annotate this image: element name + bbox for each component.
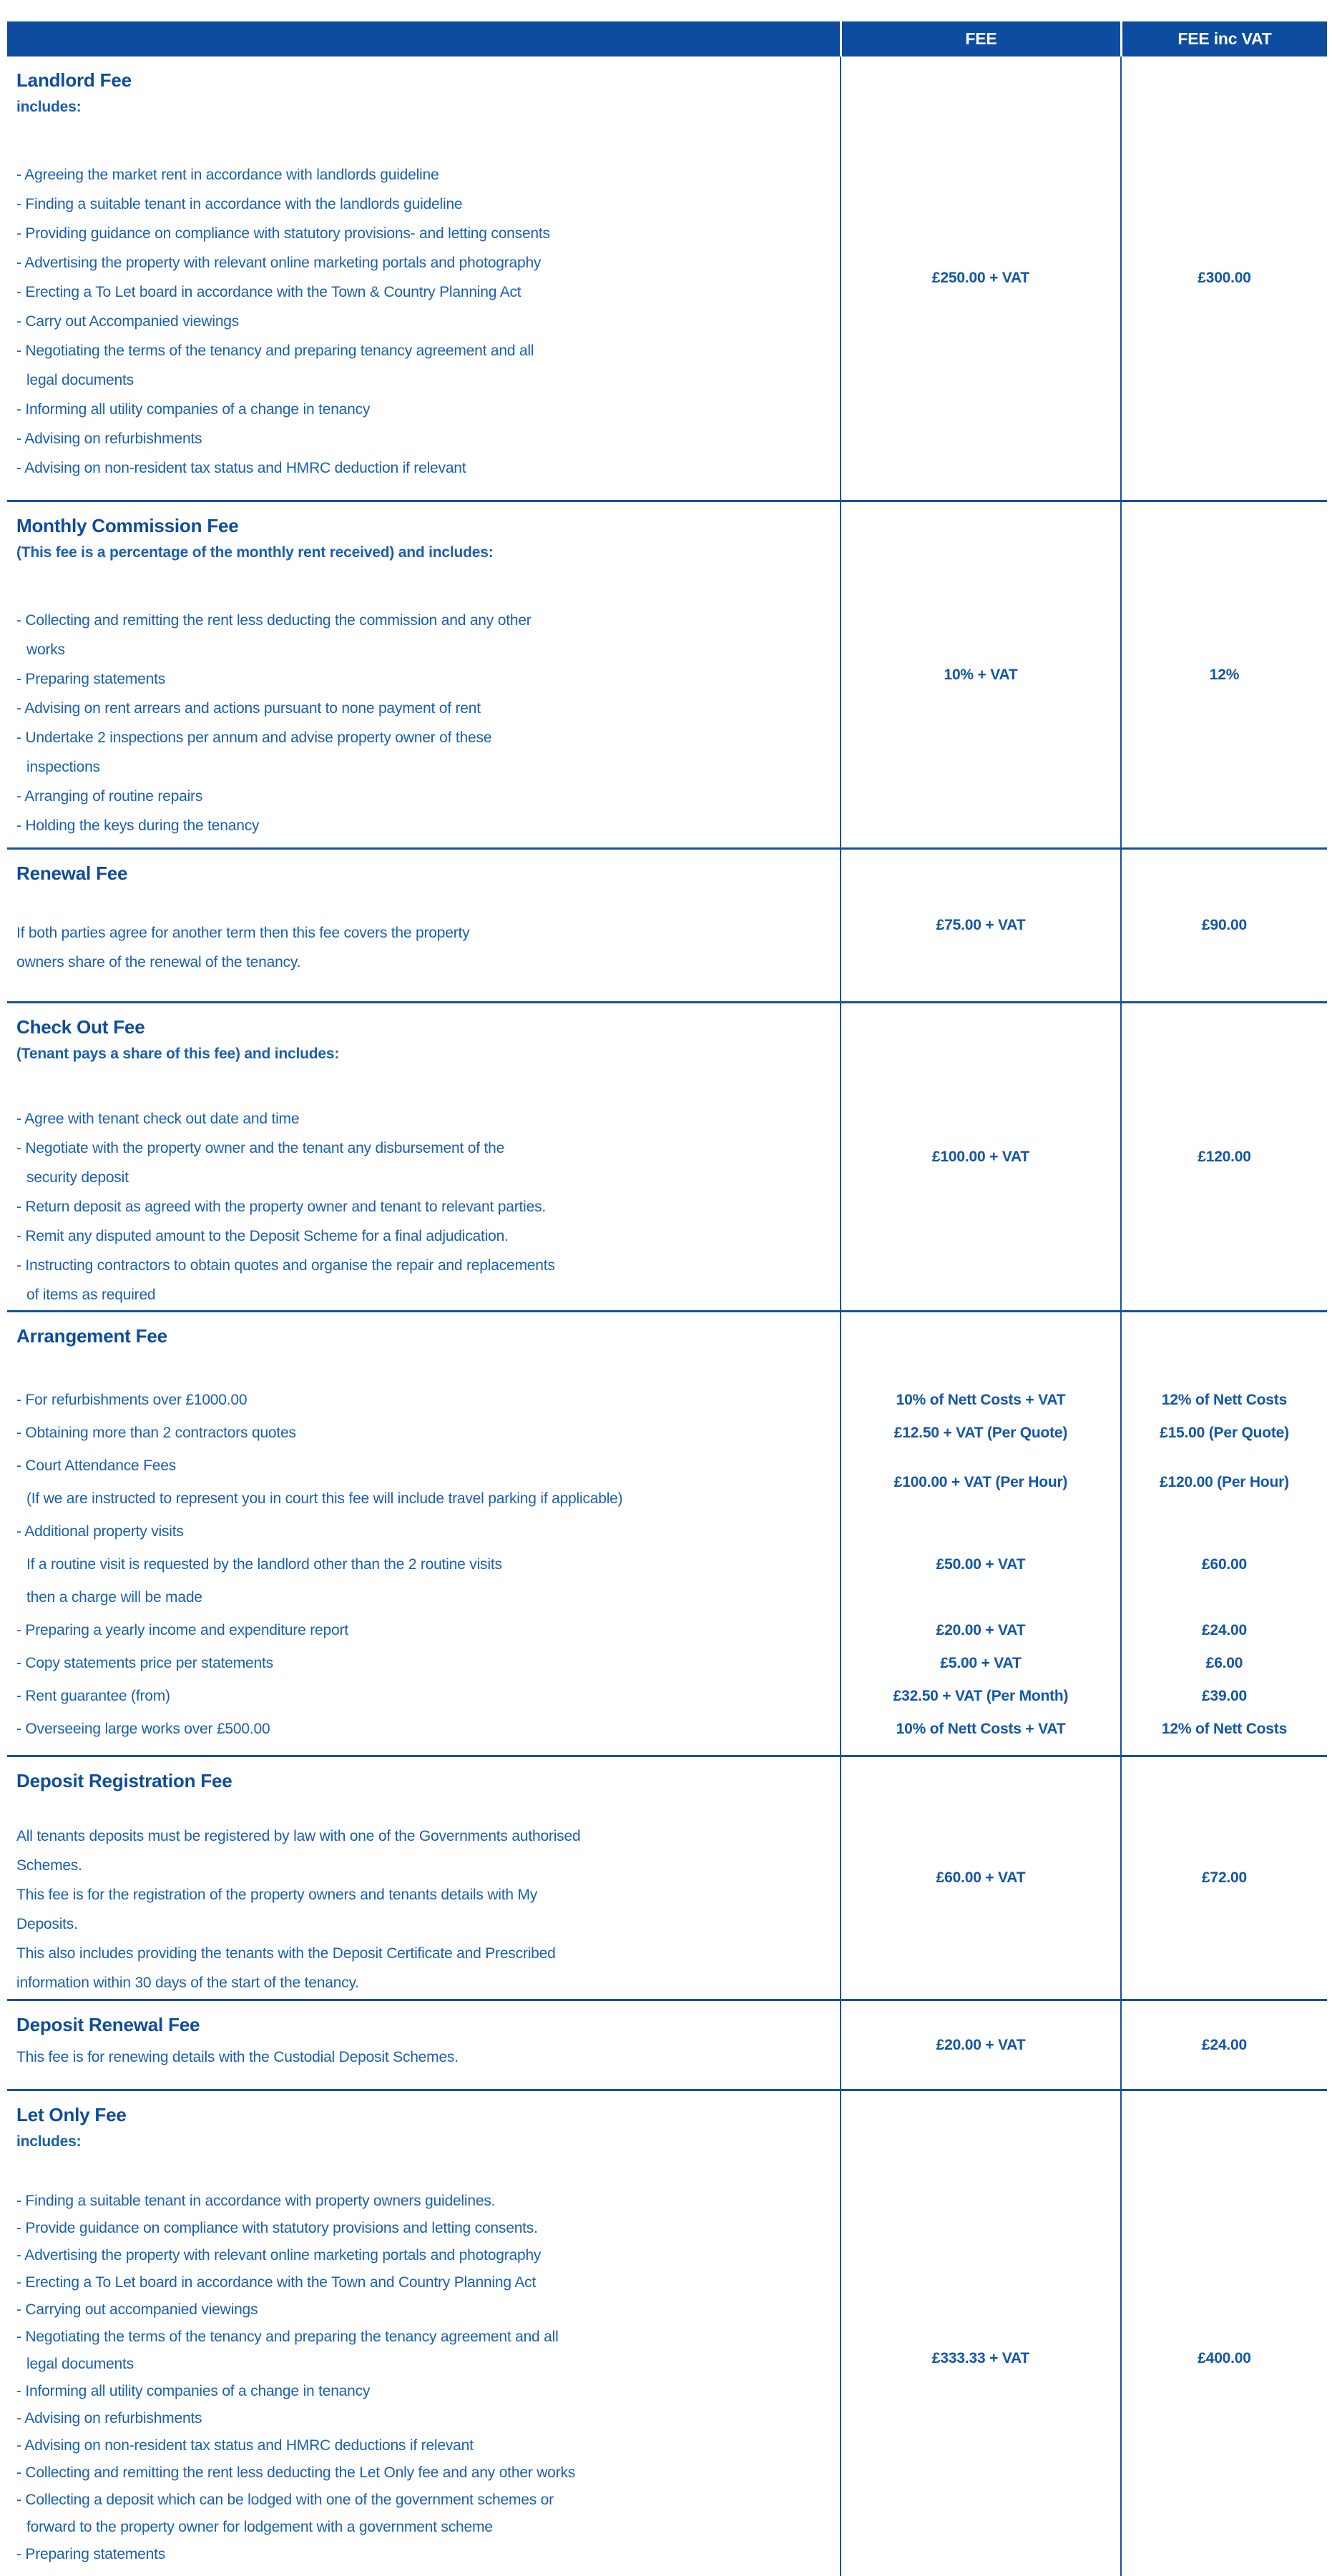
fee-cell (840, 2091, 1120, 2576)
description-line: - Remit any disputed amount to the Deposit Scheme for a final adjudication. (16, 1228, 509, 1244)
fee-inc-vat-amount: £120.00 (1198, 1148, 1251, 1165)
description-line: All tenants deposits must be registered by law with one of the Governments authorised (16, 1828, 581, 1844)
fee-cell (840, 1757, 1120, 1999)
section-title: Monthly Commission Fee (16, 515, 239, 536)
description-line: - Advising on non-resident tax status and HMRC deduction if relevant (16, 460, 466, 476)
description-line: - Informing all utility companies of a change in tenancy (16, 2383, 371, 2399)
description-line: - Erecting a To Let board in accordance with the Town & Country Planning Act (16, 284, 521, 300)
fee-inc-vat-amount: 12% of Nett Costs (1161, 1392, 1288, 1408)
description-line: (If we are instructed to represent you in court this fee will include travel parking if applicable) (26, 1490, 623, 1507)
fee-inc-vat-cell (1120, 1003, 1327, 1310)
fee-inc-vat-amount: £60.00 (1201, 1556, 1248, 1573)
description-line: Schemes. (16, 1857, 82, 1874)
fee-inc-vat-cell (1120, 1757, 1327, 1999)
section-let-only-fee (7, 2091, 1327, 2576)
description-line: legal documents (26, 2356, 134, 2372)
section-deposit-registration-fee (7, 1757, 1327, 2001)
section-landlord-fee (7, 56, 1327, 502)
header-fee-inc-vat-label: FEE inc VAT (1177, 29, 1272, 48)
description-line: - Instructing contractors to obtain quotes and organise the repair and replacements (16, 1257, 555, 1274)
section-title: Deposit Renewal Fee (16, 2014, 200, 2035)
fee-cell (840, 502, 1120, 847)
description-line: - Preparing statements (16, 2546, 166, 2562)
description-line: security deposit (26, 1169, 129, 1186)
fee-inc-vat-cell (1120, 2001, 1327, 2089)
description-line: - Advising on rent arrears and actions pursuant to none payment of rent (16, 700, 481, 717)
section-arrangement-fee (7, 1312, 1327, 1757)
fee-amount: £50.00 + VAT (936, 1556, 1026, 1573)
spacer (16, 885, 840, 918)
description-line: - Arranging of routine repairs (16, 788, 203, 805)
fee-amount: 10% of Nett Costs + VAT (896, 1721, 1066, 1737)
fee-inc-vat-amount: £39.00 (1201, 1688, 1248, 1704)
fee-amount: £32.50 + VAT (Per Month) (893, 1688, 1069, 1704)
description-line: This also includes providing the tenants with the Deposit Certificate and Prescribed (16, 1945, 556, 1962)
description-line: works (26, 641, 65, 658)
fee-amount: £100.00 + VAT (931, 1148, 1030, 1165)
fee-cell (840, 2001, 1120, 2089)
section-monthly-commission-fee (7, 502, 1327, 850)
description-line: If both parties agree for another term then this fee covers the property (16, 925, 470, 941)
description-line: - Overseeing large works over £500.00 (16, 1721, 270, 1737)
section-renewal-fee (7, 850, 1327, 1003)
fee-amount: £75.00 + VAT (936, 917, 1026, 933)
description-line: - Advising on non-resident tax status and HMRC deductions if relevant (16, 2437, 474, 2454)
section-check-out-fee (7, 1003, 1327, 1312)
spacer (16, 2156, 840, 2188)
section-title: Landlord Fee (16, 69, 132, 91)
fee-inc-vat-amount: £400.00 (1198, 2350, 1251, 2366)
fee-amount: £12.50 + VAT (Per Quote) (893, 1425, 1068, 1441)
header-fee-inc-vat-cell (1120, 21, 1327, 56)
section-title: Arrangement Fee (16, 1325, 167, 1347)
description-line: inspections (26, 759, 100, 775)
description-line: - Informing all utility companies of a change in tenancy (16, 401, 371, 418)
fee-inc-vat-cell (1120, 502, 1327, 847)
description-line: - Holding the keys during the tenancy (16, 817, 260, 834)
fee-cell (840, 1312, 1120, 1755)
header-description-cell (7, 21, 840, 56)
description-line: then a charge will be made (26, 1589, 202, 1606)
section-description (7, 1003, 840, 1310)
description-line: - Agree with tenant check out date and time (16, 1111, 300, 1127)
description-line: - Provide guidance on compliance with statutory provisions and letting consents. (16, 2220, 538, 2236)
description-line: forward to the property owner for lodgement with a government scheme (26, 2519, 493, 2535)
fee-inc-vat-amount: £120.00 (Per Hour) (1160, 1474, 1289, 1490)
description-line: of items as required (26, 1287, 156, 1303)
description-line: - For refurbishments over £1000.00 (16, 1392, 248, 1408)
fee-amount: £333.33 + VAT (931, 2350, 1030, 2366)
fee-cell (840, 850, 1120, 1001)
table-body (7, 56, 1327, 2576)
fee-amount: 10% of Nett Costs + VAT (896, 1392, 1066, 1408)
fee-amount: £250.00 + VAT (931, 270, 1030, 286)
description-line: owners share of the renewal of the tenancy. (16, 954, 301, 970)
section-description (7, 2091, 840, 2576)
description-line: - Advising on refurbishments (16, 431, 202, 447)
section-title: Renewal Fee (16, 862, 128, 884)
description-line: legal documents (26, 372, 134, 388)
description-line: - Providing guidance on compliance with statutory provisions- and letting consents (16, 225, 550, 242)
fee-inc-vat-amount: £15.00 (Per Quote) (1160, 1425, 1289, 1441)
description-line: - Carrying out accompanied viewings (16, 2301, 258, 2318)
header-fee-label: FEE (965, 29, 997, 48)
spacer (1122, 1312, 1327, 1384)
spacer (16, 122, 840, 160)
description-line: information within 30 days of the start of the tenancy. (16, 1975, 359, 1991)
section-description (7, 2001, 840, 2089)
fee-inc-vat-cell (1120, 56, 1327, 500)
header-fee-cell (840, 21, 1120, 56)
description-line: - Preparing statements (16, 671, 166, 687)
fee-inc-vat-amount: 12% of Nett Costs (1161, 1721, 1288, 1737)
section-subtitle: (This fee is a percentage of the monthly rent received) and includes: (16, 544, 494, 561)
description-line: - Preparing a yearly income and expenditure report (16, 1622, 348, 1638)
description-line: If a routine visit is requested by the landlord other than the 2 routine visits (26, 1556, 502, 1573)
section-title: Check Out Fee (16, 1016, 145, 1038)
spacer (16, 1068, 840, 1104)
spacer (16, 1793, 840, 1822)
fee-inc-vat-amount: £24.00 (1201, 2036, 1248, 2053)
fee-amount: £20.00 + VAT (936, 1622, 1026, 1638)
fee-inc-vat-amount: £72.00 (1201, 1869, 1248, 1886)
fee-amount: £60.00 + VAT (936, 1869, 1026, 1886)
fee-amount: £100.00 + VAT (Per Hour) (893, 1474, 1068, 1490)
fee-inc-vat-amount: £24.00 (1201, 1622, 1248, 1638)
fee-amount: 10% + VAT (944, 666, 1018, 683)
description-line: - Copy statements price per statements (16, 1655, 273, 1671)
fee-inc-vat-cell (1120, 2091, 1327, 2576)
table-header-row (7, 21, 1327, 56)
description-line: - Collecting and remitting the rent less deducting the Let Only fee and any other works (16, 2464, 576, 2481)
description-line: Deposits. (16, 1916, 78, 1932)
section-description (7, 1757, 840, 1999)
description-line: - Undertake 2 inspections per annum and advise property owner of these (16, 729, 492, 746)
section-title: Deposit Registration Fee (16, 1770, 232, 1791)
description-line: This fee is for the registration of the property owners and tenants details with My (16, 1887, 538, 1903)
spacer (16, 1348, 840, 1384)
fee-inc-vat-amount: 12% (1209, 666, 1240, 683)
description-line: - Court Attendance Fees (16, 1457, 177, 1474)
description-line: - Obtaining more than 2 contractors quotes (16, 1425, 296, 1441)
spacer (16, 567, 840, 606)
description-line: - Negotiating the terms of the tenancy and preparing the tenancy agreement and all (16, 2329, 559, 2345)
description-line: - Carry out Accompanied viewings (16, 313, 240, 330)
description-line: - Advising on refurbishments (16, 2410, 202, 2427)
fee-inc-vat-cell (1120, 850, 1327, 1001)
fee-cell (840, 1003, 1120, 1310)
description-line: - Advertising the property with relevant online marketing portals and photography (16, 255, 542, 271)
description-line: - Finding a suitable tenant in accordance with the landlords guideline (16, 196, 463, 212)
fee-cell (840, 56, 1120, 500)
fee-amount: £5.00 + VAT (940, 1655, 1022, 1671)
description-line: - Collecting a deposit which can be lodged with one of the government schemes or (16, 2492, 554, 2508)
description-line: - Negotiate with the property owner and the tenant any disbursement of the (16, 1140, 505, 1156)
spacer (841, 1312, 1120, 1384)
description-line: - Agreeing the market rent in accordance with landlords guideline (16, 167, 439, 183)
description-line: - Return deposit as agreed with the property owner and tenant to relevant parties. (16, 1199, 547, 1215)
description-line: - Erecting a To Let board in accordance with the Town and Country Planning Act (16, 2274, 537, 2291)
section-description (7, 502, 840, 847)
section-title: Let Only Fee (16, 2104, 127, 2125)
description-line: - Collecting and remitting the rent less deducting the commission and any other (16, 612, 532, 629)
section-deposit-renewal-fee (7, 2001, 1327, 2091)
fee-inc-vat-amount: £90.00 (1201, 917, 1248, 933)
fee-inc-vat-cell (1120, 1312, 1327, 1755)
description-line: - Finding a suitable tenant in accordance with property owners guidelines. (16, 2193, 496, 2209)
section-description (7, 1312, 840, 1755)
description-line: - Advertising the property with relevant online marketing portals and photography (16, 2247, 542, 2263)
section-subtitle: includes: (16, 2133, 82, 2150)
fee-inc-vat-amount: £300.00 (1198, 270, 1251, 286)
description-line: - Additional property visits (16, 1523, 184, 1540)
section-subtitle: includes: (16, 99, 82, 115)
section-description (7, 56, 840, 500)
description-line: - Rent guarantee (from) (16, 1688, 170, 1704)
description-line: This fee is for renewing details with the Custodial Deposit Schemes. (16, 2049, 459, 2065)
fee-inc-vat-amount: £6.00 (1205, 1655, 1243, 1671)
section-subtitle: (Tenant pays a share of this fee) and includes: (16, 1046, 340, 1062)
section-description (7, 850, 840, 1001)
fee-amount: £20.00 + VAT (936, 2036, 1026, 2053)
description-line: - Negotiating the terms of the tenancy and preparing tenancy agreement and all (16, 343, 534, 359)
